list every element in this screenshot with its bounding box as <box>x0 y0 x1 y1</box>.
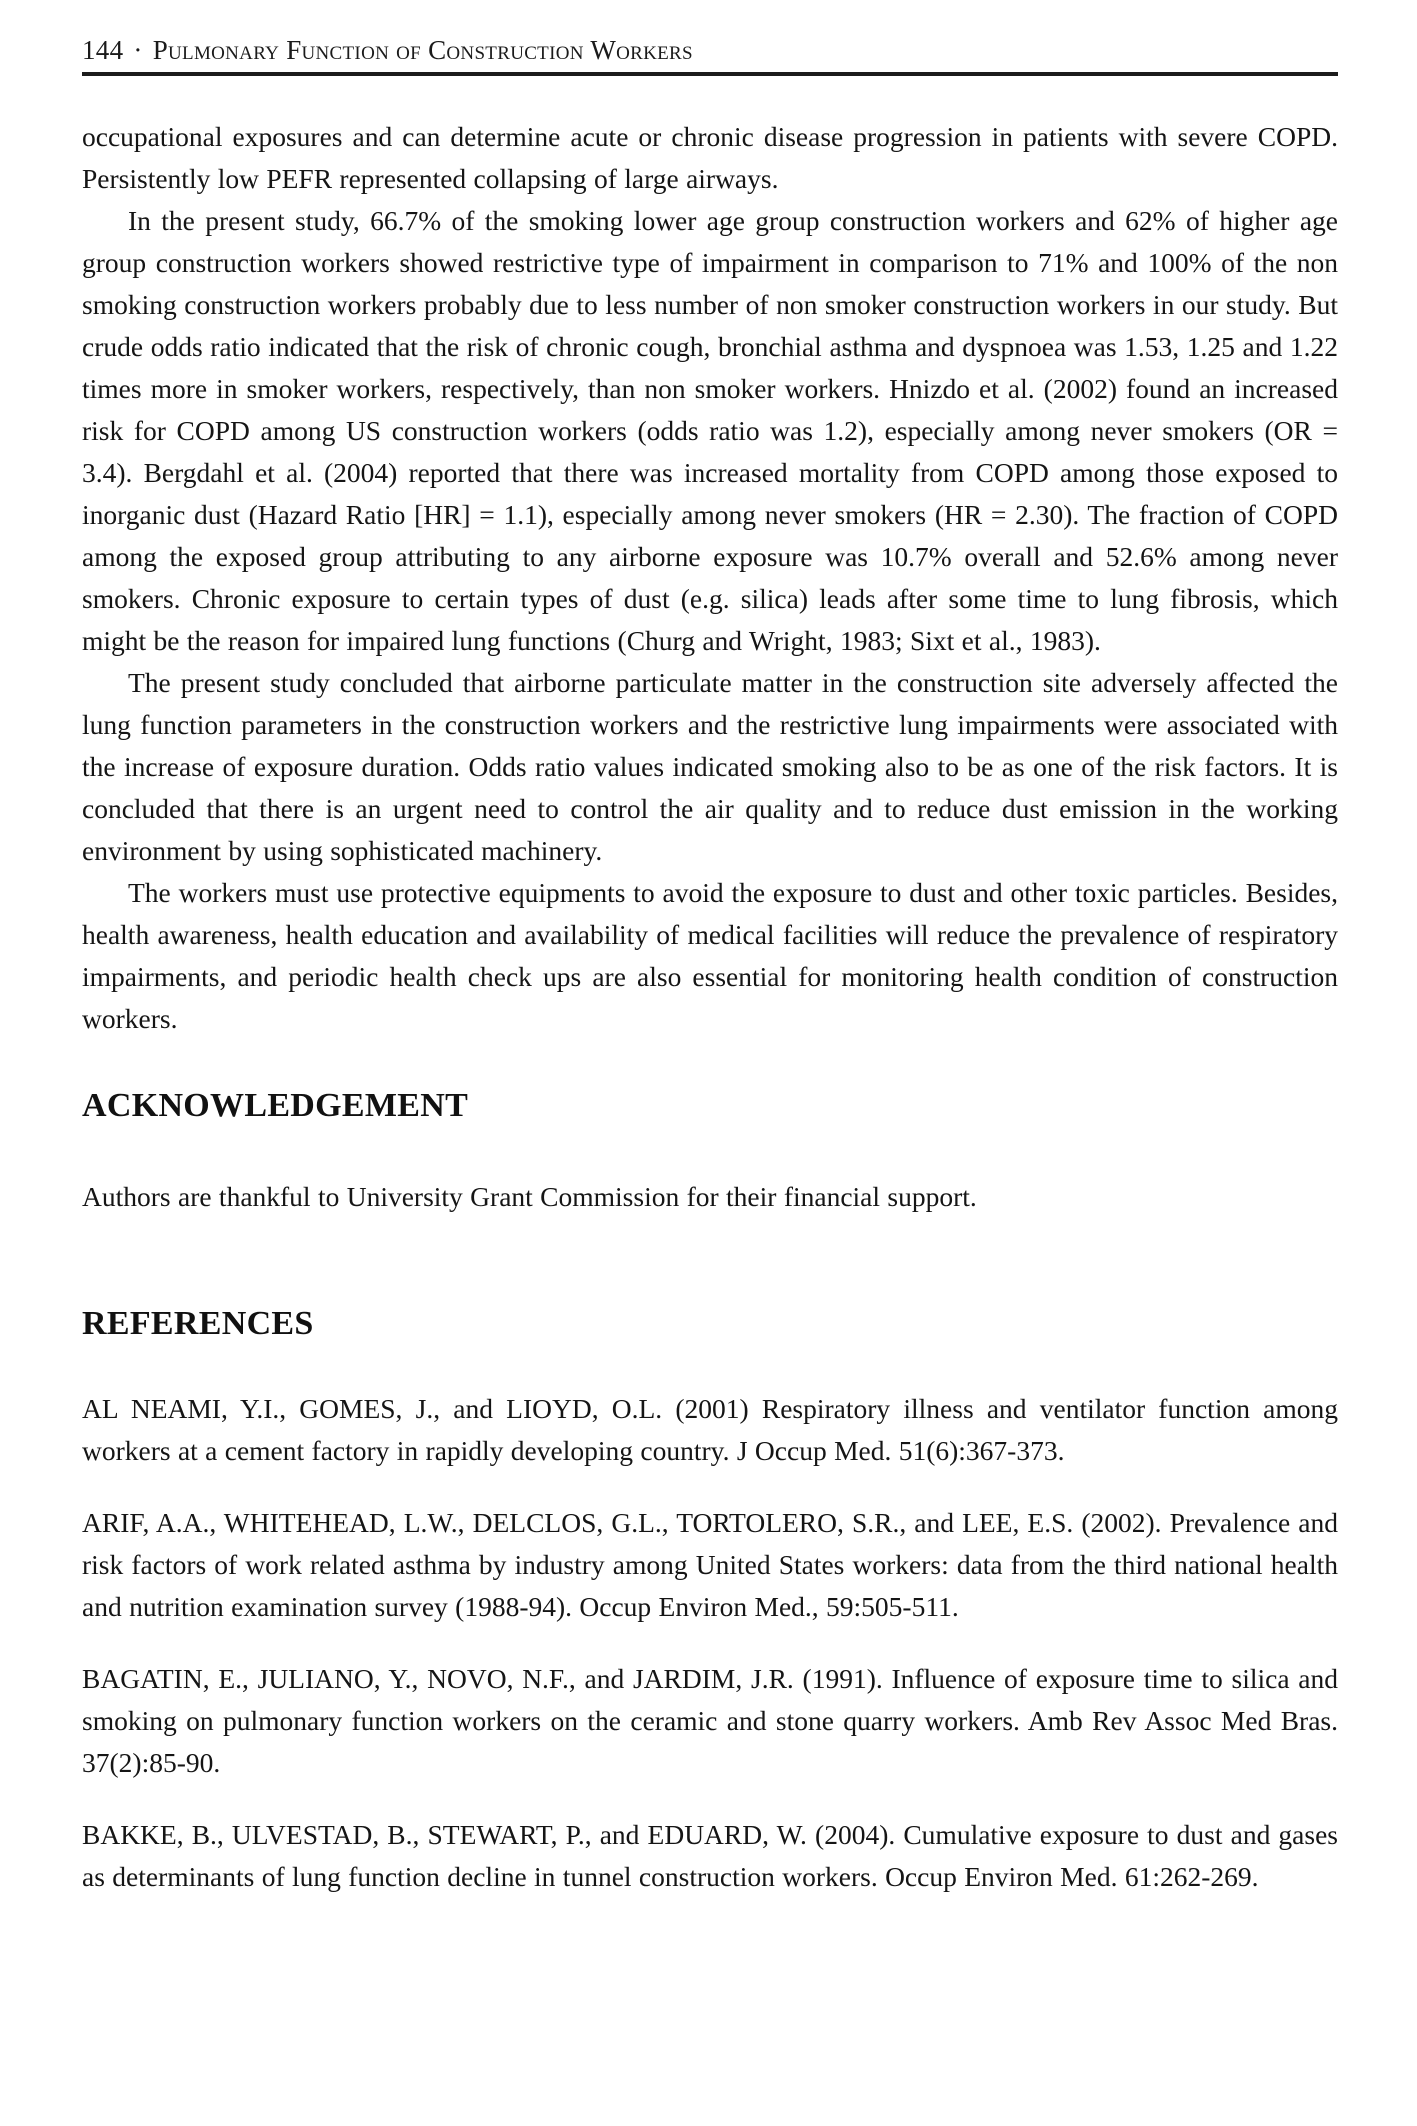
body-text <box>82 116 1338 1040</box>
body-paragraph-4: The workers must use protective equipments to avoid the exposure to dust and other toxic particles. Besides, health awareness, health education and availability of medical facilities will reduce the prevalence of respiratory impairments, and periodic health check ups are also essential for monitoring health condition of construction workers. <box>82 877 1338 1034</box>
body-paragraph-2: In the present study, 66.7% of the smoking lower age group construction workers and 62% of higher age group construction workers showed restrictive type of impairment in comparison to 71% and 100% of the non smoking construction workers probably due to less number of non smoker construction workers in our study. But crude odds ratio indicated that the risk of chronic cough, bronchial asthma and dyspnoea was 1.53, 1.25 and 1.22 times more in smoker workers, respectively, than non smoker workers. Hnizdo et al. (2002) found an increased risk for COPD among US construction workers (odds ratio was 1.2), especially among never smokers (OR = 3.4). Bergdahl et al. (2004) reported that there was increased mortality from COPD among those exposed to inorganic dust (Hazard Ratio [HR] = 1.1), especially among never smokers (HR = 2.30). The fraction of COPD among the exposed group attributing to any airborne exposure was 10.7% overall and 52.6% among never smokers. Chronic exposure to certain types of dust (e.g. silica) leads after some time to lung fibrosis, which might be the reason for impaired lung functions (Churg and Wright, 1983; Sixt et al., 1983). <box>82 205 1338 656</box>
reference-list <box>82 1388 1338 1898</box>
running-head <box>82 34 1338 66</box>
body-paragraph-3: The present study concluded that airborne particulate matter in the construction site adversely affected the lung function parameters in the construction workers and the restrictive lung impairments were associated with the increase of exposure duration. Odds ratio values indicated smoking also to be as one of the risk factors. It is concluded that there is an urgent need to control the air quality and to reduce dust emission in the working environment by using sophisticated machinery. <box>82 667 1338 866</box>
acknowledgement-text: Authors are thankful to University Grant Commission for their financial support. <box>82 1181 977 1212</box>
body-paragraph-1: occupational exposures and can determine acute or chronic disease progression in patients with severe COPD. Persistently low PEFR represented collapsing of large airways. <box>82 121 1338 194</box>
reference-entry-3: BAGATIN, E., JULIANO, Y., NOVO, N.F., and JARDIM, J.R. (1991). Influence of exposure time to silica and smoking on pulmonary function workers on the ceramic and stone quarry workers. Amb Rev Assoc Med Bras. 37(2):85-90. <box>82 1663 1338 1778</box>
references-heading: REFERENCES <box>82 1305 314 1342</box>
separator-dot: · <box>133 35 143 65</box>
page-number: 144 <box>82 35 124 65</box>
reference-entry-2: ARIF, A.A., WHITEHEAD, L.W., DELCLOS, G.L., TORTOLERO, S.R., and LEE, E.S. (2002). Prevalence and risk factors of work related asthma by industry among United States workers: data from the third national health and nutrition examination survey (1988-94). Occup Environ Med., 59:505-511. <box>82 1507 1338 1622</box>
acknowledgement-heading: ACKNOWLEDGEMENT <box>82 1087 469 1124</box>
header-rule <box>82 72 1338 76</box>
reference-entry-1: AL NEAMI, Y.I., GOMES, J., and LIOYD, O.L. (2001) Respiratory illness and ventilator function among workers at a cement factory in rapidly developing country. J Occup Med. 51(6):367-373. <box>82 1393 1338 1466</box>
reference-entry-4: BAKKE, B., ULVESTAD, B., STEWART, P., and EDUARD, W. (2004). Cumulative exposure to dust and gases as determinants of lung function decline in tunnel construction workers. Occup Environ Med. 61:262-269. <box>82 1819 1338 1892</box>
running-head-title: Pulmonary Function of Construction Workers <box>152 35 693 65</box>
